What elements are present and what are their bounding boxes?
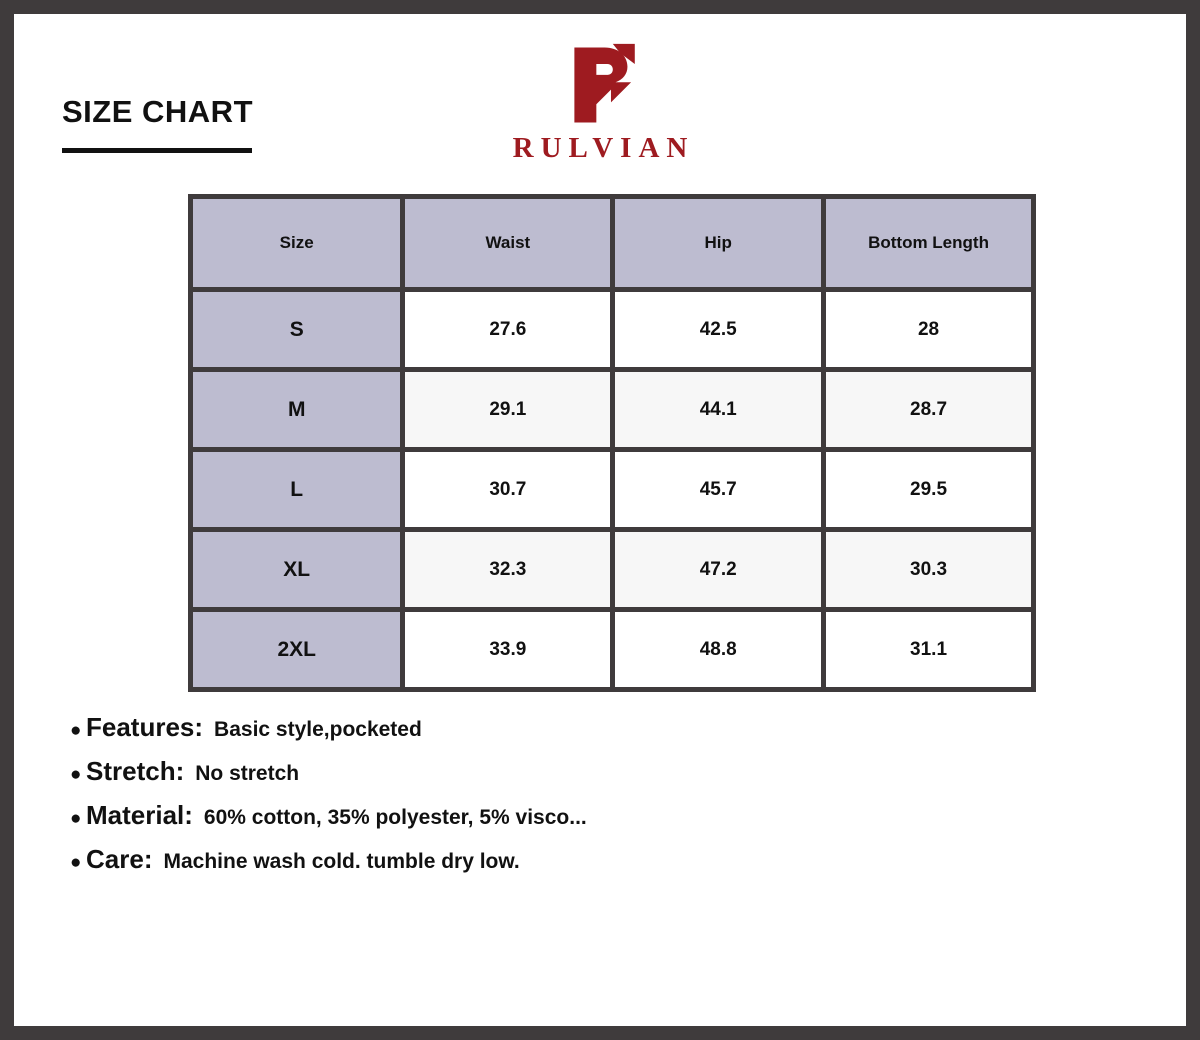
cell-hip: 48.8	[615, 612, 821, 687]
cell-size: S	[193, 292, 400, 367]
cell-waist: 27.6	[405, 292, 610, 367]
cell-waist: 32.3	[405, 532, 610, 607]
cell-bottom-length: 31.1	[826, 612, 1031, 687]
note-value-stretch: No stretch	[195, 762, 300, 785]
cell-hip: 47.2	[615, 532, 821, 607]
cell-hip: 42.5	[615, 292, 821, 367]
list-item	[70, 800, 1120, 831]
cell-waist: 30.7	[405, 452, 610, 527]
cell-waist: 29.1	[405, 372, 610, 447]
note-value-features: Basic style,pocketed	[214, 718, 422, 741]
cell-size: M	[193, 372, 400, 447]
bullet-icon: ●	[70, 808, 82, 829]
cell-size: L	[193, 452, 400, 527]
table-header-row	[193, 199, 1031, 287]
cell-bottom-length: 30.3	[826, 532, 1031, 607]
table-row	[193, 372, 1031, 447]
bullet-icon: ●	[70, 764, 82, 785]
cell-bottom-length: 29.5	[826, 452, 1031, 527]
table-row	[193, 292, 1031, 367]
column-header-bottom-length: Bottom Length	[826, 199, 1031, 287]
column-header-hip: Hip	[615, 199, 821, 287]
note-label-features: Features:	[86, 712, 204, 742]
table-row	[193, 532, 1031, 607]
column-header-size: Size	[193, 199, 400, 287]
note-label-stretch: Stretch:	[86, 756, 185, 786]
list-item	[70, 756, 1120, 787]
note-label-care: Care:	[86, 844, 153, 874]
cell-hip: 45.7	[615, 452, 821, 527]
cell-hip: 44.1	[615, 372, 821, 447]
brand-block	[14, 42, 1186, 165]
table-row	[193, 452, 1031, 527]
size-table	[188, 194, 1036, 692]
table-body	[193, 292, 1031, 687]
product-notes	[70, 712, 1120, 888]
size-table-wrapper	[188, 194, 1036, 692]
note-value-care: Machine wash cold. tumble dry low.	[163, 850, 520, 873]
list-item	[70, 712, 1120, 743]
page-title: SIZE CHART	[62, 94, 253, 129]
table-header	[193, 199, 1031, 287]
table-row	[193, 612, 1031, 687]
cell-waist: 33.9	[405, 612, 610, 687]
note-value-material: 60% cotton, 35% polyester, 5% visco...	[203, 806, 587, 829]
list-item	[70, 844, 1120, 875]
column-header-waist: Waist	[405, 199, 610, 287]
cell-size: 2XL	[193, 612, 400, 687]
page-content	[14, 14, 1186, 1026]
cell-bottom-length: 28.7	[826, 372, 1031, 447]
bullet-icon: ●	[70, 852, 82, 873]
brand-name: RULVIAN	[512, 132, 695, 164]
bullet-icon: ●	[70, 720, 82, 741]
rulvian-r-logo-icon	[554, 42, 646, 128]
note-label-material: Material:	[86, 800, 193, 830]
cell-size: XL	[193, 532, 400, 607]
cell-bottom-length: 28	[826, 292, 1031, 367]
